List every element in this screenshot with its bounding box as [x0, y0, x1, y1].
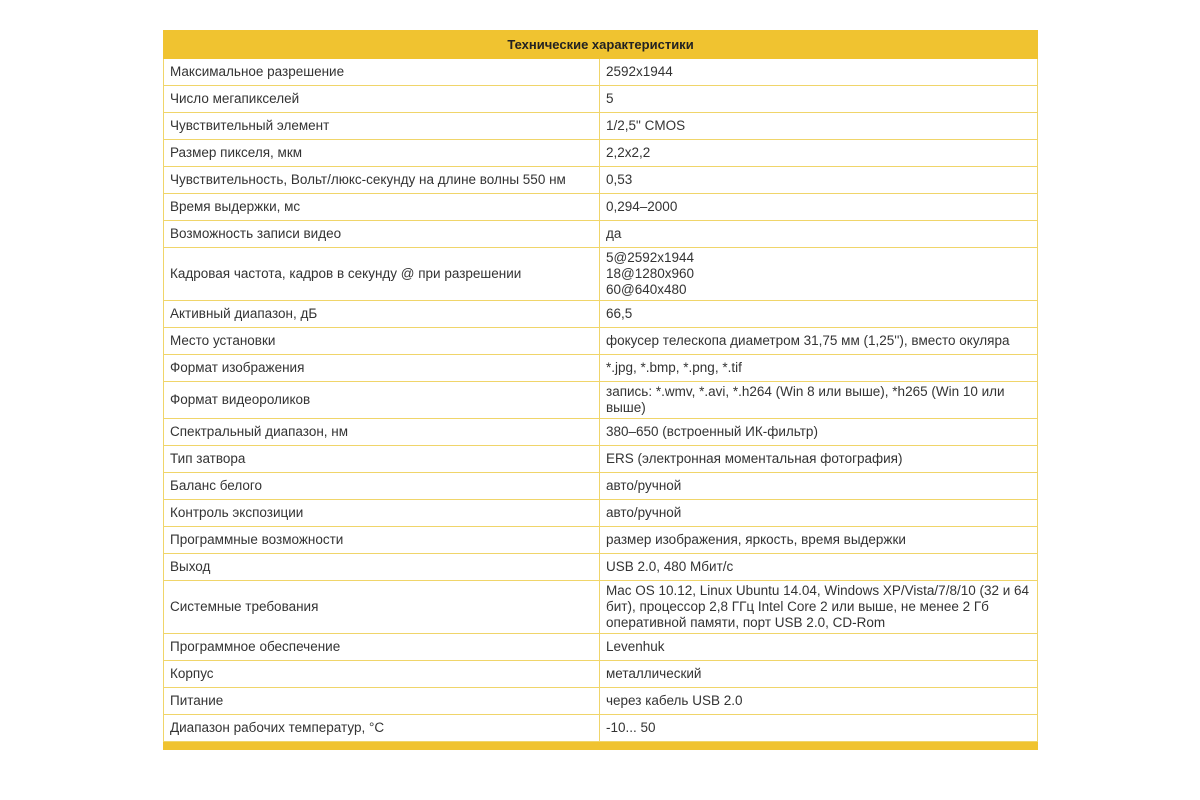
spec-label: Системные требования: [164, 581, 600, 634]
spec-label: Активный диапазон, дБ: [164, 301, 600, 328]
spec-value: ERS (электронная моментальная фотография): [600, 446, 1038, 473]
table-row: [164, 473, 1038, 500]
table-row: [164, 86, 1038, 113]
table-row: [164, 527, 1038, 554]
table-body: [164, 59, 1038, 742]
spec-value: да: [600, 221, 1038, 248]
table-row: [164, 661, 1038, 688]
table-footer-cell: [164, 742, 1038, 750]
table-row: [164, 634, 1038, 661]
spec-value: через кабель USB 2.0: [600, 688, 1038, 715]
table-row: [164, 221, 1038, 248]
spec-value: Mac OS 10.12, Linux Ubuntu 14.04, Windows XP/Vista/7/8/10 (32 и 64 бит), процессор 2,8 ГГц Intel Core 2 или выше, не менее 2 Гб оперативной памяти, порт USB 2.0, CD-Rom: [600, 581, 1038, 634]
spec-value: запись: *.wmv, *.avi, *.h264 (Win 8 или выше), *h265 (Win 10 или выше): [600, 382, 1038, 419]
spec-label: Чувствительность, Вольт/люкс-секунду на длине волны 550 нм: [164, 167, 600, 194]
spec-label: Контроль экспозиции: [164, 500, 600, 527]
spec-label: Диапазон рабочих температур, °С: [164, 715, 600, 742]
spec-label: Чувствительный элемент: [164, 113, 600, 140]
spec-value: 5@2592x1944 18@1280x960 60@640x480: [600, 248, 1038, 301]
spec-value: 2592x1944: [600, 59, 1038, 86]
spec-value: металлический: [600, 661, 1038, 688]
table-row: [164, 500, 1038, 527]
spec-value: 0,53: [600, 167, 1038, 194]
table-row: [164, 113, 1038, 140]
spec-label: Программное обеспечение: [164, 634, 600, 661]
table-row: [164, 715, 1038, 742]
spec-value: -10... 50: [600, 715, 1038, 742]
spec-value: *.jpg, *.bmp, *.png, *.tif: [600, 355, 1038, 382]
spec-value: фокусер телескопа диаметром 31,75 мм (1,25''), вместо окуляра: [600, 328, 1038, 355]
table-row: [164, 446, 1038, 473]
table-row: [164, 554, 1038, 581]
spec-label: Максимальное разрешение: [164, 59, 600, 86]
spec-label: Выход: [164, 554, 600, 581]
spec-label: Размер пикселя, мкм: [164, 140, 600, 167]
spec-value: авто/ручной: [600, 473, 1038, 500]
table-row: [164, 382, 1038, 419]
table-row: [164, 419, 1038, 446]
spec-value: 66,5: [600, 301, 1038, 328]
spec-label: Число мегапикселей: [164, 86, 600, 113]
table-row: [164, 328, 1038, 355]
table-row: [164, 688, 1038, 715]
spec-value: USB 2.0, 480 Мбит/с: [600, 554, 1038, 581]
table-row: [164, 248, 1038, 301]
spec-value: 0,294–2000: [600, 194, 1038, 221]
table-title: Технические характеристики: [164, 31, 1038, 59]
spec-value: размер изображения, яркость, время выдержки: [600, 527, 1038, 554]
spec-label: Баланс белого: [164, 473, 600, 500]
table-row: [164, 301, 1038, 328]
table-row: [164, 140, 1038, 167]
spec-label: Корпус: [164, 661, 600, 688]
specifications-table: [163, 30, 1038, 750]
spec-label: Тип затвора: [164, 446, 600, 473]
spec-value: 2,2x2,2: [600, 140, 1038, 167]
table-row: [164, 59, 1038, 86]
spec-label: Формат изображения: [164, 355, 600, 382]
spec-label: Кадровая частота, кадров в секунду @ при разрешении: [164, 248, 600, 301]
table-row: [164, 194, 1038, 221]
table-footer-bar: [164, 742, 1038, 750]
spec-value: Levenhuk: [600, 634, 1038, 661]
table-row: [164, 355, 1038, 382]
spec-label: Место установки: [164, 328, 600, 355]
spec-label: Программные возможности: [164, 527, 600, 554]
table-row: [164, 167, 1038, 194]
spec-value: 1/2,5" CMOS: [600, 113, 1038, 140]
table-header-row: [164, 31, 1038, 59]
spec-label: Возможность записи видео: [164, 221, 600, 248]
spec-label: Питание: [164, 688, 600, 715]
spec-value: 5: [600, 86, 1038, 113]
spec-label: Спектральный диапазон, нм: [164, 419, 600, 446]
table-row: [164, 581, 1038, 634]
spec-value: авто/ручной: [600, 500, 1038, 527]
spec-label: Время выдержки, мс: [164, 194, 600, 221]
spec-label: Формат видеороликов: [164, 382, 600, 419]
spec-value: 380–650 (встроенный ИК-фильтр): [600, 419, 1038, 446]
